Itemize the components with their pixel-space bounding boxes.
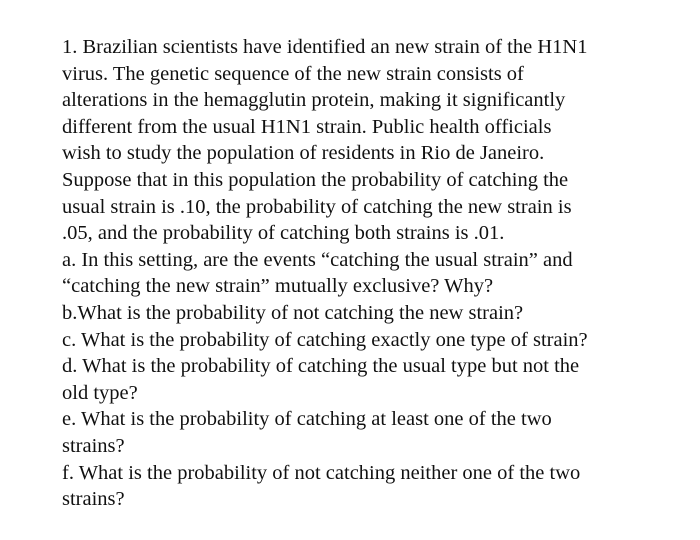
problem-intro-line-6: Suppose that in this population the probability of catching the — [62, 168, 569, 191]
question-d-line-1: d. What is the probability of catching the usual type but not the — [62, 355, 580, 378]
problem-intro-line-1: 1. Brazilian scientists have identified an new strain of the H1N1 — [62, 36, 588, 58]
question-c: c. What is the probability of catching exactly one type of strain? — [62, 328, 588, 351]
question-d-line-2: old type? — [62, 381, 138, 404]
problem-text — [62, 34, 692, 513]
problem-intro-line-8: .05, and the probability of catching both strains is .01. — [62, 222, 505, 245]
question-f-line-2: strains? — [62, 488, 125, 511]
problem-intro-line-5: wish to study the population of residents in Rio de Janeiro. — [62, 142, 545, 165]
question-e-line-2: strains? — [62, 434, 125, 457]
problem-intro-line-4: different from the usual H1N1 strain. Public health officials — [62, 115, 552, 138]
problem-intro-line-7: usual strain is .10, the probability of catching the new strain is — [62, 195, 572, 218]
question-f-line-1: f. What is the probability of not catching neither one of the two — [62, 461, 581, 484]
question-a-line-2: “catching the new strain” mutually exclusive? Why? — [62, 275, 494, 298]
question-e-line-1: e. What is the probability of catching at least one of the two — [62, 408, 552, 431]
question-a-line-1: a. In this setting, are the events “catching the usual strain” and — [62, 248, 573, 271]
problem-intro-line-2: virus. The genetic sequence of the new strain consists of — [62, 62, 524, 85]
question-b: b.What is the probability of not catching the new strain? — [62, 301, 524, 324]
problem-intro-line-3: alterations in the hemagglutin protein, making it significantly — [62, 89, 566, 112]
